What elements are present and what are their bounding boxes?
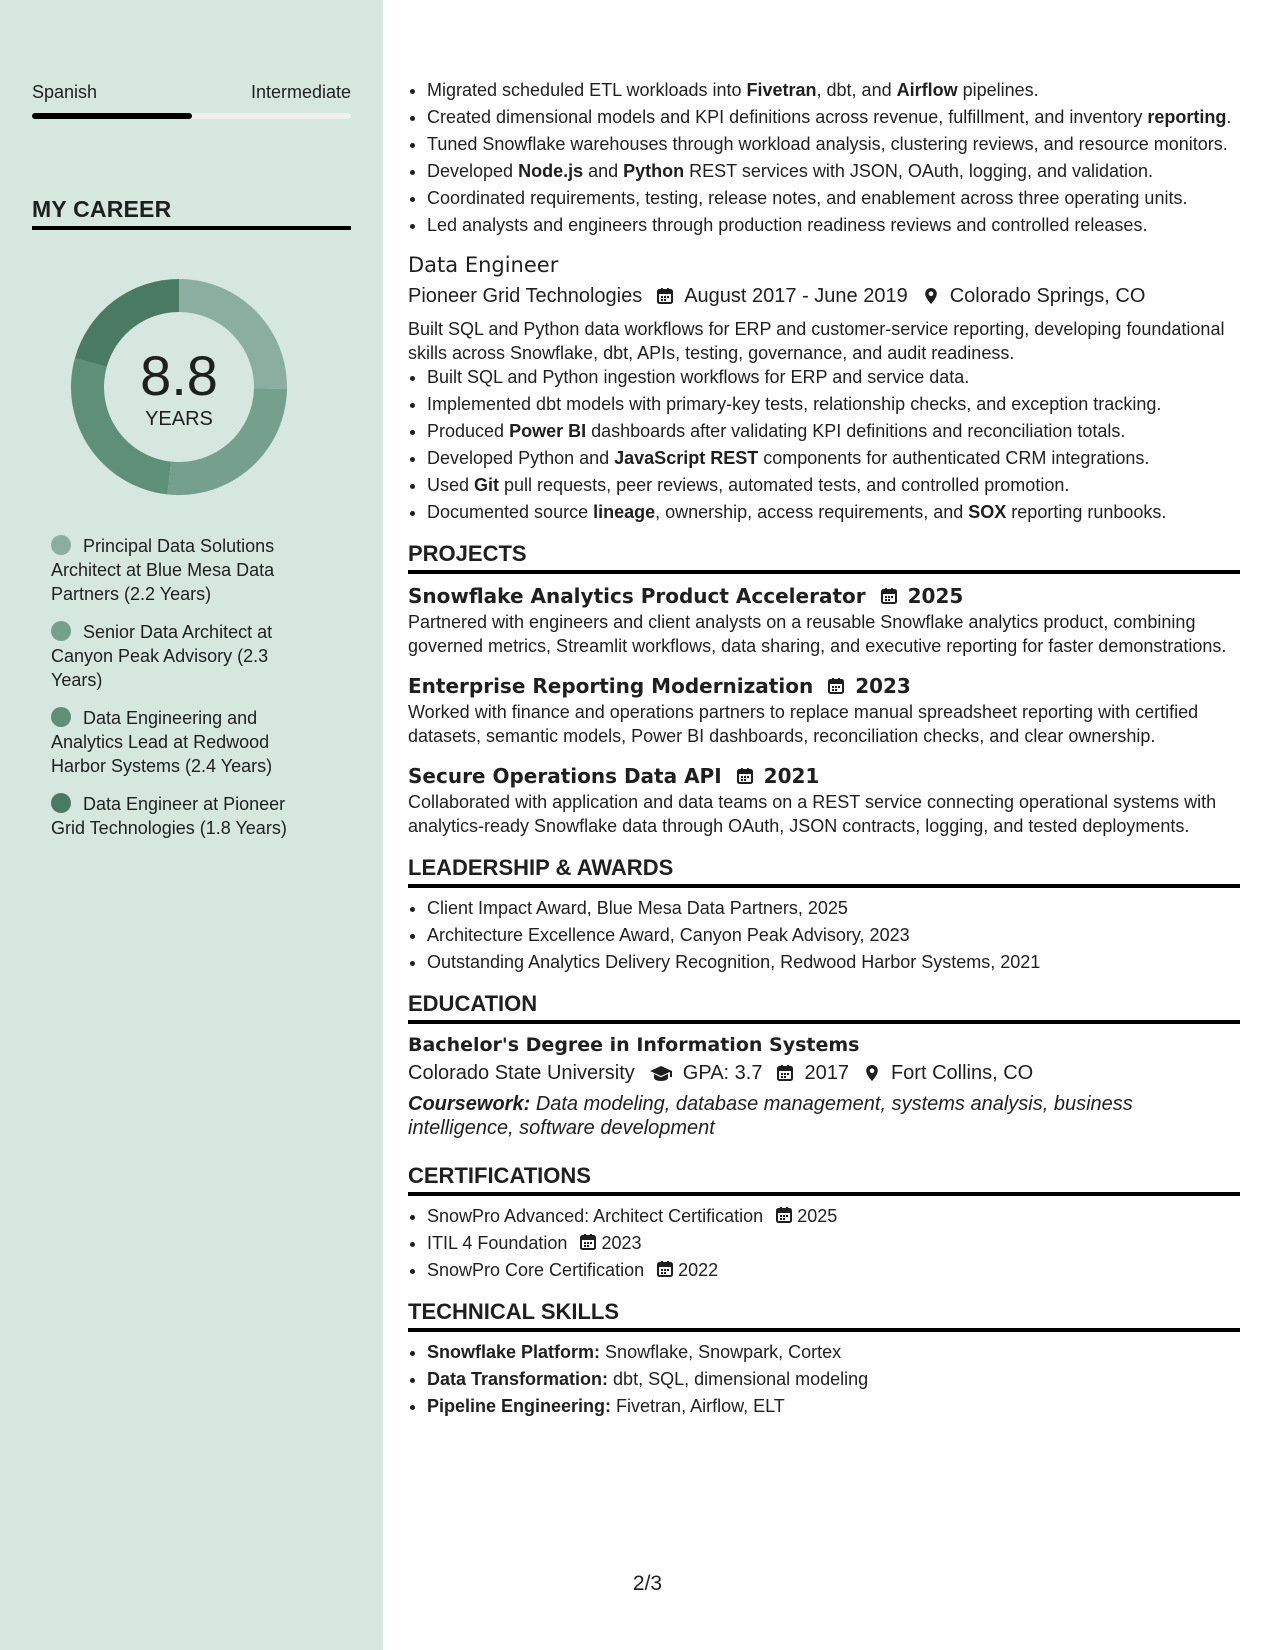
list-item: • Migrated scheduled ETL workloads into Fivetran, dbt, and Airflow pipelines. (427, 78, 1240, 102)
education-meta (408, 1058, 1240, 1088)
language-level: Intermediate (250, 82, 351, 102)
graduation-year: 2017 (804, 1062, 849, 1084)
donut-center-label (66, 274, 292, 500)
career-list (51, 534, 311, 854)
career-dot-icon (51, 707, 71, 727)
awards-list (408, 896, 1240, 974)
calendar-icon (736, 767, 754, 785)
list-item: • Built SQL and Python ingestion workflows for ERP and service data. (427, 365, 1240, 389)
career-item-label: Data Engineer at Pioneer Grid Technologies (1.8 Years) (51, 794, 287, 838)
career-item-label: Data Engineering and Analytics Lead at Redwood Harbor Systems (2.4 Years) (51, 708, 273, 776)
certifications-heading: CERTIFICATIONS (408, 1163, 591, 1188)
skills-list (408, 1340, 1240, 1418)
career-dot-icon (51, 621, 71, 641)
section-rule (408, 884, 1240, 888)
career-item (51, 792, 311, 840)
career-heading: MY CAREER (32, 196, 172, 222)
project-year: 2023 (855, 674, 911, 698)
education-heading: EDUCATION (408, 991, 538, 1016)
school-name: Colorado State University (408, 1062, 635, 1084)
total-years-unit: YEARS (145, 407, 213, 430)
calendar-icon (776, 1064, 794, 1082)
page-number: 2/3 (632, 1572, 663, 1595)
job-summary: Built SQL and Python data workflows for ERP and customer-service reporting, developing foundational skills across Snowflake, dbt, APIs, testing, governance, and audit readiness. (408, 319, 1225, 363)
list-item: • Led analysts and engineers through production readiness reviews and controlled releases. (427, 213, 1240, 237)
list-item: • Implemented dbt models with primary-key tests, relationship checks, and exception tracking. (427, 392, 1240, 416)
gpa: GPA: 3.7 (682, 1062, 763, 1084)
calendar-icon (880, 587, 898, 605)
job-dates: August 2017 - June 2019 (684, 285, 908, 307)
total-years-value: 8.8 (140, 343, 218, 407)
list-item: • ITIL 4 Foundation 2023 (427, 1231, 1240, 1255)
career-item (51, 620, 311, 692)
list-item: • Outstanding Analytics Delivery Recognition, Redwood Harbor Systems, 2021 (427, 950, 1240, 974)
calendar-icon (827, 677, 845, 695)
project-item (408, 582, 1240, 658)
language-proficiency-bar (32, 113, 351, 119)
section-rule (408, 570, 1240, 574)
list-item: • SnowPro Core Certification 2022 (427, 1258, 1240, 1282)
project-year: 2021 (763, 764, 820, 788)
project-title: Secure Operations Data API (408, 764, 722, 788)
list-item: • Architecture Excellence Award, Canyon Peak Advisory, 2023 (427, 923, 1240, 947)
job-company: Pioneer Grid Technologies (408, 285, 643, 307)
map-pin-icon (863, 1064, 881, 1082)
list-item: • Data Transformation: dbt, SQL, dimensional modeling (427, 1367, 1240, 1391)
project-title: Snowflake Analytics Product Accelerator (408, 584, 866, 608)
career-dot-icon (51, 793, 71, 813)
skills-heading: TECHNICAL SKILLS (408, 1299, 620, 1324)
list-item: • Created dimensional models and KPI definitions across revenue, fulfillment, and inventory reporting. (427, 105, 1240, 129)
career-dot-icon (51, 535, 71, 555)
language-row (32, 82, 351, 103)
coursework-text: Data modeling, database management, systems analysis, business intelligence, software development (408, 1093, 1133, 1139)
list-item: • Snowflake Platform: Snowflake, Snowpark, Cortex (427, 1340, 1240, 1364)
map-pin-icon (922, 287, 940, 305)
career-item-label: Senior Data Architect at Canyon Peak Advisory (2.3 Years) (51, 622, 273, 690)
sidebar (0, 0, 383, 1650)
career-heading-rule (32, 226, 351, 230)
project-item (408, 762, 1240, 838)
certifications-list (408, 1204, 1240, 1282)
career-item-label: Principal Data Solutions Architect at Blue Mesa Data Partners (2.2 Years) (51, 536, 275, 604)
project-year: 2025 (907, 584, 964, 608)
coursework-label: Coursework: (408, 1093, 531, 1115)
project-title-row (408, 762, 1240, 790)
calendar-icon (579, 1233, 597, 1251)
list-item: • Pipeline Engineering: Fivetran, Airflow, ELT (427, 1394, 1240, 1418)
career-item (51, 534, 311, 606)
list-item: • Produced Power BI dashboards after validating KPI definitions and reconciliation totals. (427, 419, 1240, 443)
job-title: Data Engineer (408, 253, 559, 277)
job-location: Colorado Springs, CO (949, 285, 1146, 307)
list-item: • Documented source lineage, ownership, access requirements, and SOX reporting runbooks. (427, 500, 1240, 524)
project-item (408, 672, 1240, 748)
language-proficiency-fill (32, 113, 192, 119)
list-item: • Client Impact Award, Blue Mesa Data Partners, 2025 (427, 896, 1240, 920)
section-rule (408, 1328, 1240, 1332)
job-bullets (408, 365, 1240, 524)
graduation-cap-icon (649, 1064, 673, 1082)
list-item: • Developed Python and JavaScript REST components for authenticated CRM integrations. (427, 446, 1240, 470)
project-description: Worked with finance and operations partners to replace manual spreadsheet reporting with certified datasets, semantic models, Power BI dashboards, reconciliation checks, and clear ownership. (408, 702, 1199, 746)
project-description: Partnered with engineers and client analysts on a reusable Snowflake analytics product, combining governed metrics, Streamlit workflows, data sharing, and executive reporting for faster demonstrations. (408, 612, 1227, 656)
section-rule (408, 1192, 1240, 1196)
calendar-icon (775, 1206, 793, 1224)
project-title-row (408, 672, 1240, 700)
list-item: • Tuned Snowflake warehouses through workload analysis, clustering reviews, and resource monitors. (427, 132, 1240, 156)
project-title-row (408, 582, 1240, 610)
calendar-icon (656, 287, 674, 305)
project-description: Collaborated with application and data teams on a REST service connecting operational systems with analytics-ready Snowflake data through OAuth, JSON contracts, logging, and tested deployments. (408, 792, 1217, 836)
list-item: • SnowPro Advanced: Architect Certification 2025 (427, 1204, 1240, 1228)
calendar-icon (656, 1260, 674, 1278)
list-item: • Used Git pull requests, peer reviews, automated tests, and controlled promotion. (427, 473, 1240, 497)
degree-title: Bachelor's Degree in Information Systems (408, 1034, 860, 1056)
previous-job-bullets (408, 78, 1240, 237)
education-location: Fort Collins, CO (890, 1062, 1034, 1084)
job-meta (408, 281, 1240, 311)
projects-heading: PROJECTS (408, 541, 527, 566)
section-rule (408, 1020, 1240, 1024)
coursework (408, 1092, 1240, 1140)
project-title: Enterprise Reporting Modernization (408, 674, 814, 698)
list-item: • Developed Node.js and Python REST services with JSON, OAuth, logging, and validation. (427, 159, 1240, 183)
language-name: Spanish (32, 82, 98, 102)
main-content (408, 78, 1240, 1421)
list-item: • Coordinated requirements, testing, release notes, and enablement across three operating units. (427, 186, 1240, 210)
career-item (51, 706, 311, 778)
awards-heading: LEADERSHIP & AWARDS (408, 855, 674, 880)
